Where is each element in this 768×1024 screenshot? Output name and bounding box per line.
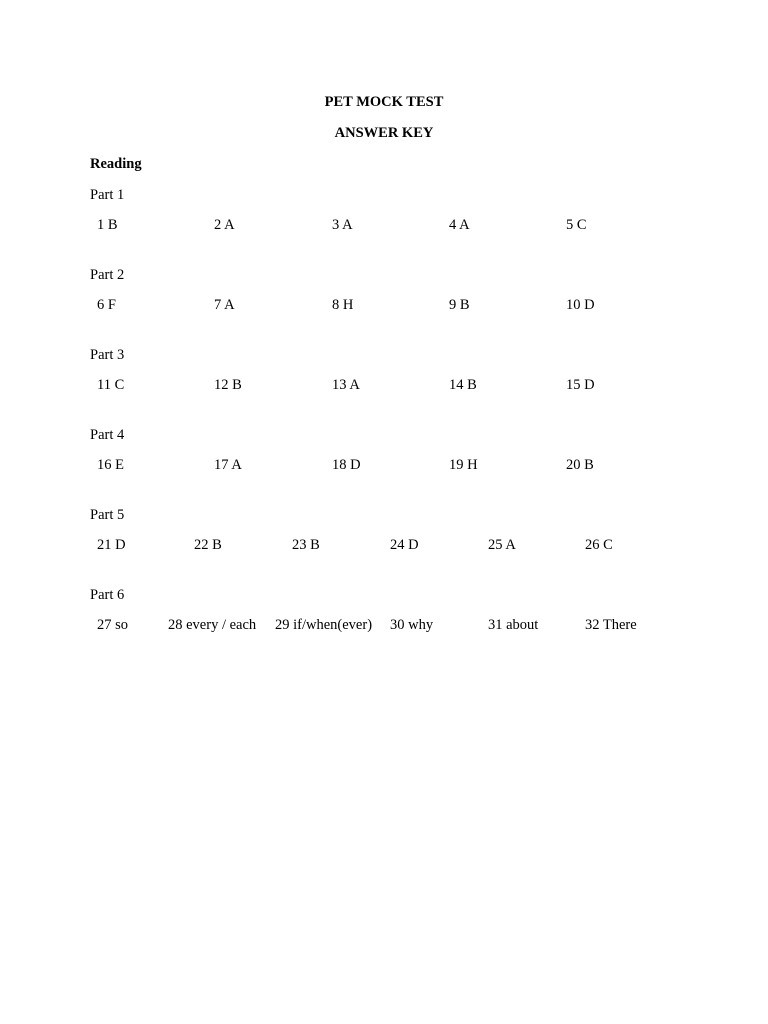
part-label: Part 4	[90, 427, 125, 443]
answer-item: 17 A	[214, 457, 242, 473]
answer-item: 7 A	[214, 297, 235, 313]
answer-item: 13 A	[332, 377, 360, 393]
part-label: Part 2	[90, 267, 125, 283]
answer-item: 2 A	[214, 217, 235, 233]
answer-item: 29 if/when(ever)	[275, 617, 373, 633]
answer-item: 6 F	[97, 297, 116, 313]
answer-item: 24 D	[390, 537, 419, 553]
answer-item: 31 about	[488, 617, 539, 633]
answer-item: 14 B	[449, 377, 477, 393]
part-label: Part 3	[90, 347, 125, 363]
answer-item: 19 H	[449, 457, 478, 473]
part-label: Part 5	[90, 507, 125, 523]
answer-item: 21 D	[97, 537, 126, 553]
document-subtitle: ANSWER KEY	[334, 125, 434, 141]
answer-item: 1 B	[97, 217, 118, 233]
part-label: Part 6	[90, 587, 125, 603]
answer-item: 15 D	[566, 377, 595, 393]
answer-item: 3 A	[332, 217, 353, 233]
section-heading-reading: Reading	[90, 156, 142, 172]
answer-item: 10 D	[566, 297, 595, 313]
answer-item: 23 B	[292, 537, 320, 553]
answer-item: 26 C	[585, 537, 613, 553]
answer-item: 9 B	[449, 297, 470, 313]
answer-item: 16 E	[97, 457, 124, 473]
answer-item: 27 so	[97, 617, 129, 633]
answer-item: 25 A	[488, 537, 516, 553]
answer-item: 28 every / each	[168, 617, 257, 633]
document-title: PET MOCK TEST	[324, 94, 444, 110]
answer-item: 30 why	[390, 617, 434, 633]
answer-item: 22 B	[194, 537, 222, 553]
part-label: Part 1	[90, 187, 125, 203]
answer-item: 8 H	[332, 297, 354, 313]
answer-item: 5 C	[566, 217, 587, 233]
answer-item: 12 B	[214, 377, 242, 393]
answer-item: 20 B	[566, 457, 594, 473]
answer-item: 11 C	[97, 377, 125, 393]
answer-item: 4 A	[449, 217, 470, 233]
answer-item: 32 There	[585, 617, 637, 633]
answer-item: 18 D	[332, 457, 361, 473]
